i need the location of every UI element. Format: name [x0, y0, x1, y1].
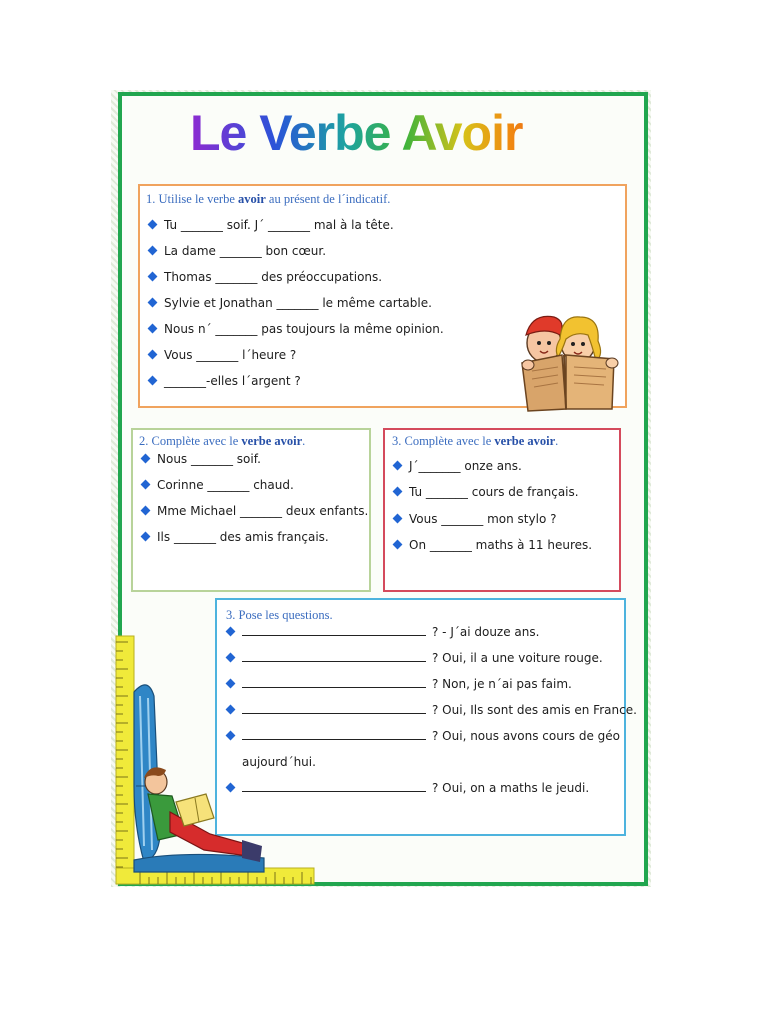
exercise-2-item: Nous _______ soif.	[157, 452, 261, 466]
answer-blank	[242, 624, 426, 636]
answer-text: ? - J´ai douze ans.	[432, 625, 540, 639]
exercise-2-heading: 2. Complète avec le verbe avoir.	[139, 434, 306, 448]
boy-reading-illustration	[114, 636, 318, 888]
exercise-1-item: Tu _______ soif. J´ _______ mal à la tête.	[164, 218, 394, 232]
exercise-3-item: Tu _______ cours de français.	[409, 485, 579, 499]
exercise-1-item: _______-elles l´argent ?	[164, 374, 301, 388]
worksheet-title: Le Verbe Avoir	[190, 100, 580, 166]
exercise-3-item: Vous _______ mon stylo ?	[409, 512, 557, 526]
exercise-1-item: Nous n´ _______ pas toujours la même opinion.	[164, 322, 444, 336]
exercise-2-item: Corinne _______ chaud.	[157, 478, 294, 492]
exercise-2-item: Ils _______ des amis français.	[157, 530, 329, 544]
exercise-2-item: Mme Michael _______ deux enfants.	[157, 504, 369, 518]
exercise-4-heading: 3. Pose les questions.	[226, 608, 333, 622]
exercise-1-item: Thomas _______ des préoccupations.	[164, 270, 383, 284]
exercise-1-heading: 1. Utilise le verbe avoir au présent de l´indicatif.	[146, 192, 391, 206]
answer-text: ? Oui, il a une voiture rouge.	[432, 651, 603, 665]
answer-continuation: aujourd´hui.	[242, 755, 316, 769]
exercise-1-item: Sylvie et Jonathan _______ le même cartable.	[164, 296, 432, 310]
exercise-3-heading: 3. Complète avec le verbe avoir.	[392, 434, 559, 448]
answer-text: ? Oui, Ils sont des amis en France.	[432, 703, 637, 717]
kids-reading-illustration	[518, 305, 626, 413]
exercise-1-item: Vous _______ l´heure ?	[164, 348, 297, 362]
answer-text: ? Oui, on a maths le jeudi.	[432, 781, 590, 795]
exercise-3-item: J´_______ onze ans.	[409, 459, 522, 473]
exercise-3-item: On _______ maths à 11 heures.	[409, 538, 593, 552]
exercise-box-3	[383, 428, 621, 592]
answer-text: ? Non, je n´ai pas faim.	[432, 677, 572, 691]
exercise-1-item: La dame _______ bon cœur.	[164, 244, 327, 258]
answer-text: ? Oui, nous avons cours de géo	[432, 729, 620, 743]
